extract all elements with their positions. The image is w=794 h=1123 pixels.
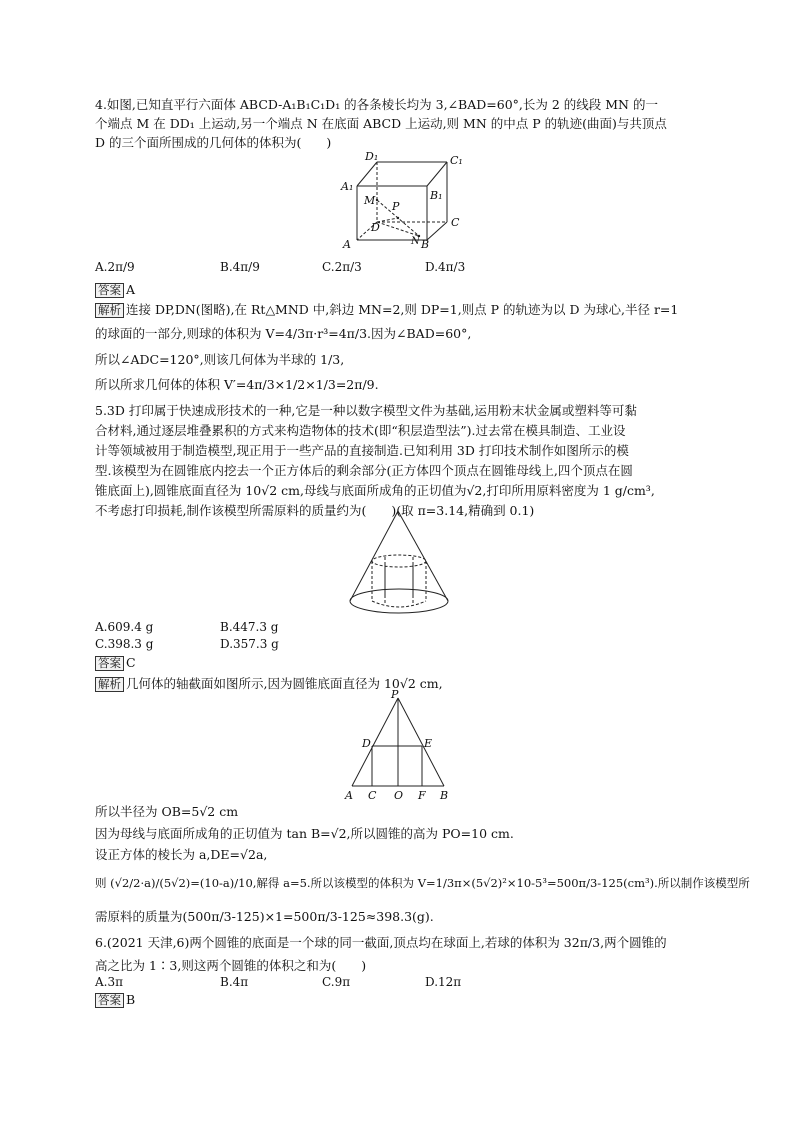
q5-option-b: B.447.3 g bbox=[220, 620, 279, 634]
analysis-tag: 解析 bbox=[95, 677, 124, 692]
q4-text-line-2: 个端点 M 在 DD₁ 上运动,另一个端点 N 在底面 ABCD 上运动,则 MN 的中点 P 的轨迹(曲面)与共顶点 bbox=[95, 116, 667, 131]
label-a: A bbox=[345, 789, 353, 802]
q6-option-a: A.3π bbox=[95, 975, 124, 989]
q4-analysis-line-2: 的球面的一部分,则球的体积为 V=4/3π·r³=4π/3.因为∠BAD=60°, bbox=[95, 326, 472, 341]
label-o: O bbox=[394, 789, 404, 802]
label-b: B bbox=[440, 789, 449, 802]
label-e: E bbox=[424, 737, 433, 750]
answer-tag: 答案 bbox=[95, 283, 124, 298]
q6-text-line-1: 6.(2021 天津,6)两个圆锥的底面是一个球的同一截面,顶点均在球面上,若球的体积为 32π/3,两个圆锥的 bbox=[95, 935, 667, 950]
q5-text-line-5: 锥底面上),圆锥底面直径为 10√2 cm,母线与底面所成角的正切值为√2,打印所用原料密度为 1 g/cm³, bbox=[95, 483, 655, 498]
label-m: M bbox=[364, 194, 376, 207]
label-a: A bbox=[343, 238, 351, 251]
q4-prism-figure bbox=[335, 148, 465, 256]
q6-text-line-2: 高之比为 1∶3,则这两个圆锥的体积之和为( ) bbox=[95, 958, 367, 973]
q5-text-line-3: 计等领域被用于制造模型,现正用于一些产品的直接制造.已知利用 3D 打印技术制作如图所示的模 bbox=[95, 443, 629, 458]
q5-cross-section-figure bbox=[338, 690, 458, 802]
q4-answer: A bbox=[126, 282, 136, 297]
label-p: P bbox=[391, 690, 399, 701]
q4-analysis-line-4: 所以所求几何体的体积 V′=4π/3×1/2×1/3=2π/9. bbox=[95, 377, 379, 392]
label-d1: D₁ bbox=[365, 150, 379, 163]
label-d: D bbox=[362, 737, 371, 750]
analysis-tag: 解析 bbox=[95, 303, 124, 318]
q4-option-d: D.4π/3 bbox=[425, 260, 466, 274]
q6-answer: B bbox=[126, 992, 136, 1007]
label-c: C bbox=[451, 216, 460, 229]
q5-option-d: D.357.3 g bbox=[220, 637, 279, 651]
q5-text-line-1: 5.3D 打印属于快速成形技术的一种,它是一种以数字模型文件为基础,运用粉末状金属或塑料等可黏 bbox=[95, 403, 637, 418]
q4-text-line-1: 4.如图,已知直平行六面体 ABCD-A₁B₁C₁D₁ 的各条棱长均为 3,∠BAD=60°,长为 2 的线段 MN 的一 bbox=[95, 97, 658, 112]
q5-cone-figure bbox=[340, 507, 460, 623]
label-b1: B₁ bbox=[430, 189, 443, 202]
label-c1: C₁ bbox=[450, 154, 463, 167]
q5-answer-row bbox=[95, 655, 136, 671]
q6-option-b: B.4π bbox=[220, 975, 249, 989]
q5-analysis-line-2: 所以半径为 OB=5√2 cm bbox=[95, 804, 239, 819]
answer-tag: 答案 bbox=[95, 656, 124, 671]
label-f: F bbox=[418, 789, 426, 802]
q5-analysis-line-3: 因为母线与底面所成角的正切值为 tan B=√2,所以圆锥的高为 PO=10 cm. bbox=[95, 826, 514, 841]
q4-option-b: B.4π/9 bbox=[220, 260, 260, 274]
q5-analysis-line-1: 解析 几何体的轴截面如图所示,因为圆锥底面直径为 10√2 cm, bbox=[95, 676, 443, 692]
label-c: C bbox=[368, 789, 377, 802]
answer-tag: 答案 bbox=[95, 993, 124, 1008]
q5-text-line-4: 型.该模型为在圆锥底内挖去一个正方体后的剩余部分(正方体四个顶点在圆锥母线上,四个顶点在圆 bbox=[95, 463, 633, 478]
q4-text-line-3: D 的三个面所围成的几何体的体积为( ) bbox=[95, 135, 332, 150]
q5-analysis-line-6: 需原料的质量为(500π/3-125)×1=500π/3-125≈398.3(g). bbox=[95, 909, 434, 924]
q4-option-c: C.2π/3 bbox=[322, 260, 362, 274]
label-a1: A₁ bbox=[341, 180, 354, 193]
label-n: N bbox=[411, 236, 420, 247]
q6-option-d: D.12π bbox=[425, 975, 462, 989]
q5-text-line-6: 不考虑打印损耗,制作该模型所需原料的质量约为( )(取 π=3.14,精确到 0.1) bbox=[95, 503, 535, 518]
q6-answer-row bbox=[95, 992, 135, 1008]
q5-answer: C bbox=[126, 655, 136, 670]
q5-option-a: A.609.4 g bbox=[95, 620, 154, 634]
q5-analysis-line-5: 则 (√2/2·a)/(5√2)=(10-a)/10,解得 a=5.所以该模型的体积为 V=1/3π×(5√2)²×10-5³=500π/3-125(cm³).所以制作该模型所 bbox=[95, 876, 750, 890]
q4-answer-row bbox=[95, 282, 135, 298]
label-d: D bbox=[371, 221, 380, 234]
q5-text-line-2: 合材料,通过逐层堆叠累积的方式来构造物体的技术(即“积层造型法”).过去常在模具制造、工业设 bbox=[95, 423, 626, 438]
q5-option-c: C.398.3 g bbox=[95, 637, 154, 651]
q5-analysis-line-4: 设正方体的棱长为 a,DE=√2a, bbox=[95, 847, 268, 862]
q4-analysis-line-3: 所以∠ADC=120°,则该几何体为半球的 1/3, bbox=[95, 352, 345, 367]
q6-option-c: C.9π bbox=[322, 975, 351, 989]
q4-analysis-line-1: 解析 连接 DP,DN(图略),在 Rt△MND 中,斜边 MN=2,则 DP=1,则点 P 的轨迹为以 D 为球心,半径 r=1 bbox=[95, 302, 678, 318]
label-p: P bbox=[392, 200, 400, 213]
q4-option-a: A.2π/9 bbox=[95, 260, 135, 274]
label-b: B bbox=[421, 238, 430, 251]
